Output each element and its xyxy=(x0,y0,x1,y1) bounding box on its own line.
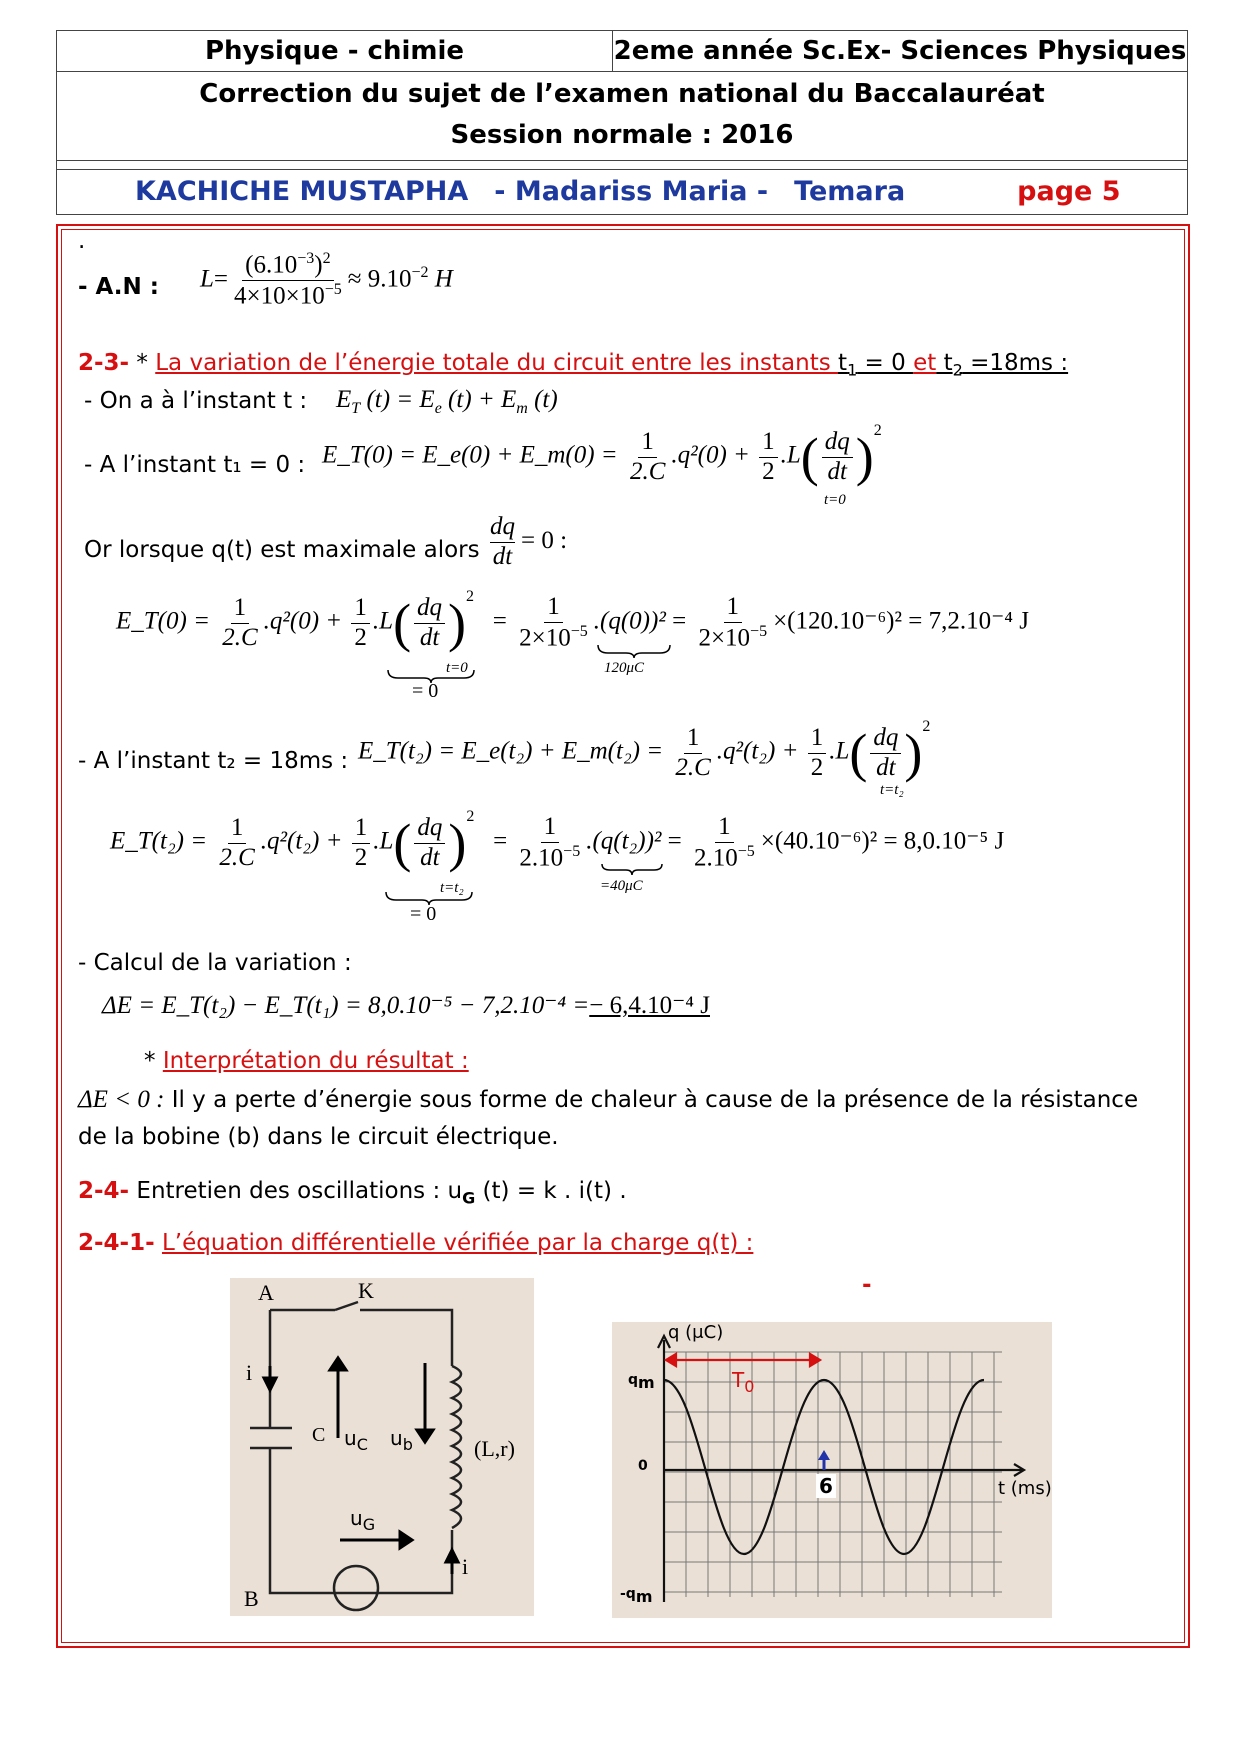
et2-lhs: E_T(t₂) = xyxy=(110,827,208,855)
s24-sub: G xyxy=(462,1188,476,1208)
et2-result: ×(40.10⁻⁶)² = 8,0.10⁻⁵ J xyxy=(760,827,1005,855)
eq-sign: = xyxy=(493,827,508,855)
label-C: C xyxy=(312,1424,326,1446)
instant-2-lhs: E_T(t₂) = E_e(t₂) + E_m(t₂) = xyxy=(358,737,664,765)
interp-text-1: Il y a perte d’énergie sous forme de chaleur à cause de la présence de la résistance xyxy=(164,1087,1139,1113)
graph-minus-qm xyxy=(620,1586,653,1606)
frac-num: 1 xyxy=(231,594,250,624)
frac-num: 1 xyxy=(684,724,703,754)
school: - Madariss Maria - xyxy=(494,176,769,207)
header-row-1 xyxy=(57,31,1187,72)
t1: t xyxy=(838,350,848,376)
an-num-sq: 2 xyxy=(322,250,331,267)
label-ub xyxy=(390,1426,413,1454)
eq-sign: = xyxy=(667,827,682,855)
star: * xyxy=(144,1048,156,1074)
page-label: page 5 xyxy=(1017,176,1121,207)
instant-2-equation: E_T(t₂) = E_e(t₂) + E_m(t₂) = $\frac{1}{2.C}$ .q²(t₂) + $\frac{1}{2}$ .L( $\frac{dq}{dt}$ )$^2$ xyxy=(358,718,931,783)
frac-num: 1 xyxy=(638,428,657,458)
frac-den: 2.C xyxy=(219,843,255,871)
dq: dq xyxy=(822,428,853,458)
dt: dt xyxy=(419,623,440,651)
title-line-1: Correction du sujet de l’examen national du Baccalauréat xyxy=(199,79,1045,109)
den: 2.10 xyxy=(519,844,564,872)
dq: dq xyxy=(414,814,445,844)
or-text: Or lorsque q(t) est maximale alors xyxy=(84,537,480,563)
t-eq-0-sub: t=0 xyxy=(824,492,846,508)
s24-text: Entretien des oscillations : u xyxy=(129,1178,463,1204)
label-B: B xyxy=(244,1586,259,1611)
graph-ylabel: q (μC) xyxy=(668,1322,724,1343)
label-K: K xyxy=(358,1278,374,1303)
q2-t2-term: .q²(t₂) + xyxy=(716,737,799,765)
total-energy-equation: $E_T$ $(t) = E_e$ $(t) + E_m$ (t) xyxy=(336,386,558,417)
instant-1-equation: E_T(0) = E_e(0) + E_m(0) = $\frac{1}{2.C}$ .q²(0) + $\frac{1}{2}$ .L( $\frac{dq}{dt}$ )$^2$ xyxy=(322,422,882,487)
et2-computation: E_T(t₂) = $\frac{1}{2.C}$ .q²(t₂) + $\frac{1}{2}$ .L( $\frac{dq}{dt}$ )$^2$ = $\frac{1}{2.10^{-5}}$ .(q(t₂))² = $\frac{1}{2.10^{-5}}$ ×(40.10⁻⁶)² = 8,0.10⁻⁵ J xyxy=(110,808,1005,873)
brace-120-label: 120μC xyxy=(604,660,645,676)
t1-sub: 1 xyxy=(847,360,858,380)
calc-label: - Calcul de la variation : xyxy=(78,950,352,976)
graph-qm xyxy=(628,1372,655,1392)
qm-q: q xyxy=(628,1372,639,1388)
ub-u: u xyxy=(390,1426,403,1450)
den: 2.10 xyxy=(694,844,738,872)
et0-computation: E_T(0) = $\frac{1}{2.C}$ .q²(0) + $\frac{1}{2}$ .L( $\frac{dq}{dt}$ )$^2$ = $\frac{1}{2\times 10^{-5}}$ .(q(0))² = $\frac{1}{2\times 10^{-5}}$ ×(120.10⁻⁶)² = 7,2.10⁻⁴ J xyxy=(116,588,1029,653)
dq: dq xyxy=(870,724,901,754)
dot-L: .L xyxy=(780,441,801,469)
interp-heading xyxy=(144,1048,469,1074)
den: 2×10 xyxy=(519,624,571,652)
graph-six: 6 xyxy=(816,1474,836,1498)
frac-den: 2 xyxy=(762,457,775,485)
t2: t xyxy=(936,350,953,376)
den: 2×10 xyxy=(698,624,751,652)
city: Temara xyxy=(794,176,906,207)
an-den-exp: −5 xyxy=(324,281,342,299)
frac-num: 1 xyxy=(541,813,560,843)
uG-u: u xyxy=(350,1506,363,1530)
et0-result: ×(120.10⁻⁶)² = 7,2.10⁻⁴ J xyxy=(773,607,1029,635)
qm-sub: m xyxy=(638,1372,655,1392)
ub-sub: b xyxy=(402,1435,413,1454)
uG-sub: G xyxy=(362,1515,376,1534)
an-num: (6.10 xyxy=(245,251,298,279)
graph-plot xyxy=(612,1322,1052,1618)
t1-value: = 0 xyxy=(857,350,914,376)
et-E: E xyxy=(336,386,352,413)
label-i-bot: i xyxy=(462,1554,469,1579)
frac-num: 1 xyxy=(759,428,778,458)
minus-qm-sub: m xyxy=(635,1586,653,1606)
section-title: La variation de l’énergie totale du circuit entre les instants xyxy=(155,350,839,376)
an-num-close: ) xyxy=(314,251,323,279)
an-fraction xyxy=(231,250,345,311)
dot-L: .L xyxy=(372,607,394,635)
eq-zero: = 0 : xyxy=(521,526,568,554)
frac-den: 2 xyxy=(810,753,824,781)
page-header xyxy=(56,30,1188,215)
den-exp: −5 xyxy=(737,842,755,860)
an-den: 4×10×10 xyxy=(234,282,325,310)
on-a-label: - On a à l’instant t : xyxy=(84,388,308,414)
frac-den: 2 xyxy=(354,843,368,871)
dt: dt xyxy=(420,843,440,871)
circuit-diagram xyxy=(230,1278,534,1616)
instant-1-lhs: E_T(0) = E_e(0) + E_m(0) = xyxy=(322,441,618,469)
t-eq-t2-sub: t=t₂ xyxy=(440,880,464,896)
an-unit: H xyxy=(434,265,453,293)
red-dash: - xyxy=(862,1272,872,1298)
section-number: 2-4- xyxy=(78,1178,130,1204)
minus-qm-q: -q xyxy=(620,1586,636,1602)
label-A: A xyxy=(258,1280,274,1305)
interp-math: ΔE < 0 : xyxy=(78,1086,165,1113)
charge-graph xyxy=(612,1322,1052,1618)
et: et xyxy=(913,350,937,376)
frac-num: 1 xyxy=(352,814,371,844)
an-label: - A.N : xyxy=(78,274,159,300)
uC-sub: C xyxy=(356,1435,368,1454)
section-number: 2-3- xyxy=(78,350,130,376)
brace-zero-label: = 0 xyxy=(412,680,439,702)
graph-zero: 0 xyxy=(638,1458,648,1474)
section-2-4 xyxy=(78,1178,627,1208)
uC-u: u xyxy=(344,1426,357,1450)
interp-title: Interprétation du résultat : xyxy=(162,1048,469,1074)
frac-num: 1 xyxy=(808,724,827,754)
interp-line-1 xyxy=(78,1086,1138,1114)
subject: Physique - chimie xyxy=(57,31,613,71)
author: KACHICHE MUSTAPHA xyxy=(135,176,469,207)
dt: dt xyxy=(876,753,896,781)
dt: dt xyxy=(827,457,847,485)
et-part1: (t) = E xyxy=(366,386,435,413)
frac-num: 1 xyxy=(544,593,563,623)
dt: dt xyxy=(490,542,515,572)
delta-result: − 6,4.10⁻⁴ J xyxy=(589,992,710,1019)
brace-40-label: =40μC xyxy=(600,878,643,894)
level: 2eme année Sc.Ex- Sciences Physiques xyxy=(613,36,1187,66)
frac-num: 1 xyxy=(724,593,743,623)
frac-den: 2.C xyxy=(675,753,711,781)
section-2-3-heading xyxy=(78,350,1068,380)
q2-t2-term: .q²(t₂) + xyxy=(260,827,343,855)
s24-rest: (t) = k . i(t) . xyxy=(475,1178,627,1204)
q2-term: .q²(0) + xyxy=(263,607,343,635)
brace-40 xyxy=(600,862,664,876)
dq: dq xyxy=(414,594,445,624)
brace-120 xyxy=(596,643,672,659)
et-part2: (t) + E xyxy=(448,386,517,413)
an-num-exp: −3 xyxy=(297,250,315,267)
eq-sign: = xyxy=(672,607,687,635)
eq-sign: = xyxy=(492,607,507,635)
dqdt-zero xyxy=(484,513,567,572)
star: * xyxy=(136,350,148,376)
frac-num: 1 xyxy=(351,594,370,624)
den-exp: −5 xyxy=(570,622,588,640)
den-exp: −5 xyxy=(563,842,581,860)
dot-L: .L xyxy=(373,827,394,855)
stray-dot: . xyxy=(78,228,86,254)
et-part3: (t) xyxy=(534,386,558,413)
graph-xlabel: t (ms) xyxy=(998,1478,1052,1499)
label-uG xyxy=(350,1506,375,1534)
t2-sub: 2 xyxy=(952,360,963,380)
an-result-exp: −2 xyxy=(411,263,429,281)
t-eq-0-sub: t=0 xyxy=(446,660,468,676)
header-title xyxy=(57,72,1187,161)
qt2-sq: .(q(t₂))² xyxy=(586,827,662,855)
frac-num: 1 xyxy=(715,813,734,843)
den-exp: −5 xyxy=(750,622,768,640)
instant-1-label: - A l’instant t₁ = 0 : xyxy=(84,452,306,478)
title-line-2: Session normale : 2016 xyxy=(450,120,794,150)
header-separator xyxy=(57,161,1187,170)
t-eq-t2-sub: t=t₂ xyxy=(880,782,904,798)
T0-sub: 0 xyxy=(744,1377,755,1396)
an-equation: L= $\frac{(6.10^{-3})^2}{4\times 10\times 10^{-5}}$ ≈ $9.10^{-2}$ H xyxy=(200,250,453,310)
label-i-top: i xyxy=(246,1360,253,1385)
interp-line-2: de la bobine (b) dans le circuit électrique. xyxy=(78,1124,559,1150)
delta-equation xyxy=(102,990,710,1020)
label-coil: (L,r) xyxy=(474,1436,515,1461)
delta-eq: ΔE = E_T(t₂) − E_T(t₁) = 8,0.10⁻⁵ − 7,2.10⁻⁴ = xyxy=(102,992,590,1019)
section-2-4-1 xyxy=(78,1230,753,1256)
graph-T0 xyxy=(732,1368,754,1396)
dq: dq xyxy=(490,513,515,540)
dot-L: .L xyxy=(829,737,850,765)
section-number: 2-4-1- xyxy=(78,1230,155,1256)
frac-num: 1 xyxy=(228,814,247,844)
frac-den: 2.C xyxy=(629,457,666,485)
q2-term: .q²(0) + xyxy=(671,441,750,469)
header-author-row xyxy=(57,170,1187,214)
frac-den: 2.C xyxy=(222,623,258,651)
an-result: ≈ 9.10 xyxy=(347,265,412,293)
et0-lhs: E_T(0) = xyxy=(116,607,210,635)
brace-zero-2-label: = 0 xyxy=(410,903,437,925)
frac-den: 2 xyxy=(354,623,367,651)
an-lhs: L xyxy=(200,265,214,293)
label-uC xyxy=(344,1426,368,1454)
q0-sq: .(q(0))² xyxy=(593,607,666,635)
T0-T: T xyxy=(732,1368,745,1392)
instant-2-label: - A l’instant t₂ = 18ms : xyxy=(78,748,349,774)
t2-value: =18ms : xyxy=(962,350,1069,376)
s241-title: L’équation différentielle vérifiée par la charge q(t) : xyxy=(161,1230,754,1256)
